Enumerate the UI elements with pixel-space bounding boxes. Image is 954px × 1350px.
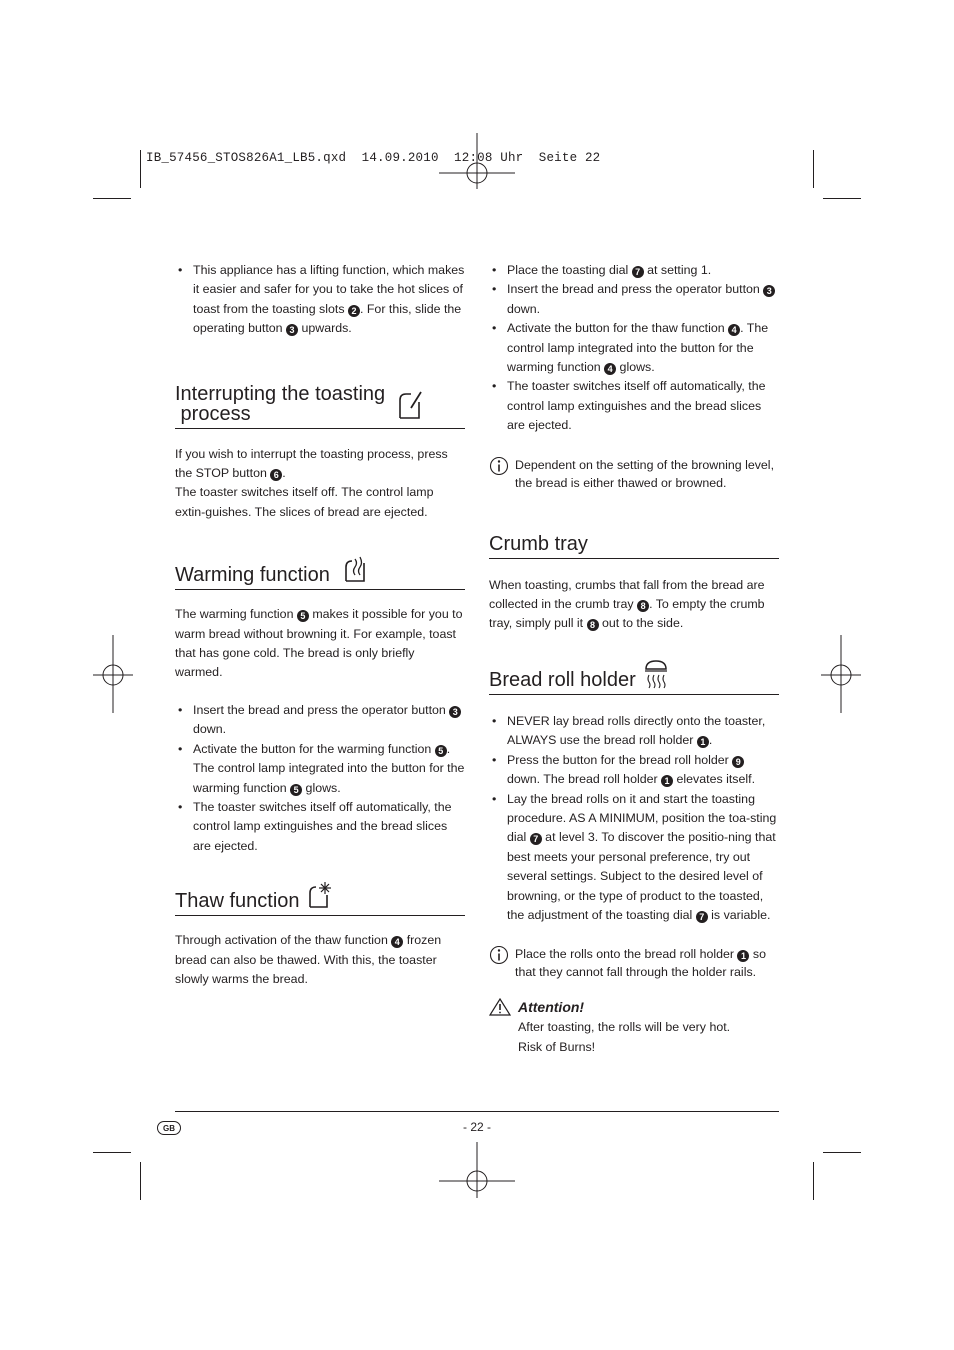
warming-steps [175,701,465,856]
thaw-icon [307,881,333,909]
info-icon [489,945,509,965]
thaw-steps [489,261,779,436]
list-item: • Press the button for the bread roll holder 9 down. The bread roll holder 1 elevates itself. [489,751,779,790]
right-column [489,261,779,1057]
lifting-bullet-list [175,261,465,339]
attention-warning [489,997,779,1057]
bread-roll-holder-heading: Bread roll holder [489,670,779,695]
warming-heading: Warming function [175,565,465,590]
crumb-tray-paragraph: When toasting, crumbs that fall from the bread are collected in the crumb tray 8 . To empty the crumb tray, simply pull it 8 out to the side. [489,577,765,631]
left-column [175,261,465,989]
roll-placement-note: Place the rolls onto the bread roll holder 1 so that they cannot fall through the holder rails. [489,945,779,981]
registration-mark-right [801,635,881,715]
footer-rule [175,1111,779,1112]
list-item: • Insert the bread and press the operator button 3 down. [175,701,465,740]
attention-line: After toasting, the rolls will be very hot. [518,1020,731,1035]
list-item: • Lay the bread rolls on it and start the toasting procedure. AS A MINIMUM, position the toa-sting dial 7 at level 3. To discover the positio-ning that best meets your personal preference, try out several settings. Subject to the desired level of browning, or the type of product to the toasted, the adjustment of the toasting dial 7 is variable. [489,790,779,926]
interrupting-result-paragraph: The toaster switches itself off. The control lamp extin-guishes. The slices of bread are ejected. [175,485,434,519]
registration-mark-left [73,635,153,715]
list-item: • Insert the bread and press the operator button 3 down. [489,280,779,319]
language-badge: GB [157,1121,181,1135]
list-item: • Activate the button for the thaw function 4 . The control lamp integrated into the button for the warming function 4 glows. [489,319,779,377]
thaw-paragraph: Through activation of the thaw function 4 frozen bread can also be thawed. With this, the toaster slowly warms the bread. [175,933,442,986]
list-item: • The toaster switches itself off automatically, the control lamp extinguishes and the bread slices are ejected. [489,377,779,435]
list-item: • Place the toasting dial 7 at setting 1. [489,261,779,280]
info-icon [489,456,509,476]
list-item: • NEVER lay bread rolls directly onto the toaster, ALWAYS use the bread roll holder 1 . [489,712,779,751]
browning-note: Dependent on the setting of the browning level, the bread is either thawed or browned. [489,456,779,492]
attention-title: Attention! [518,999,585,1016]
warming-paragraph: The warming function 5 makes it possible for you to warm bread without browning it. For example, toast that has gone cold. The bread is only briefly warmed. [175,607,463,680]
crumb-tray-heading: Crumb tray [489,534,779,559]
attention-line: Risk of Burns! [518,1040,596,1055]
interrupting-paragraph: If you wish to interrupt the toasting process, press the STOP button 6 . [175,446,448,481]
page-number: - 22 - [462,1120,491,1134]
list-item: • Activate the button for the warming function 5 . The control lamp integrated into the button for the warming function 5 glows. [175,740,465,798]
bread-roll-steps [489,712,779,925]
bread-roll-icon [643,659,669,689]
list-item: • This appliance has a lifting function, which makes it easier and safer for you to take the hot slices of toast from the toasting slots 2 . For this, slide the operating button 3 upwards. [175,261,465,339]
registration-mark-top [437,133,517,213]
thaw-heading: Thaw function [175,891,465,916]
interrupting-heading: Interrupting the toasting process [175,384,465,429]
stop-icon [397,390,423,420]
warming-icon [343,555,369,583]
list-item: • The toaster switches itself off automatically, the control lamp extinguishes and the bread slices are ejected. [175,798,465,856]
registration-mark-bottom [437,1142,517,1222]
print-slug: IB_57456_STOS826A1_LB5.qxd 14.09.2010 12:08 Uhr Seite 22 [146,151,601,165]
warning-icon [489,998,511,1016]
